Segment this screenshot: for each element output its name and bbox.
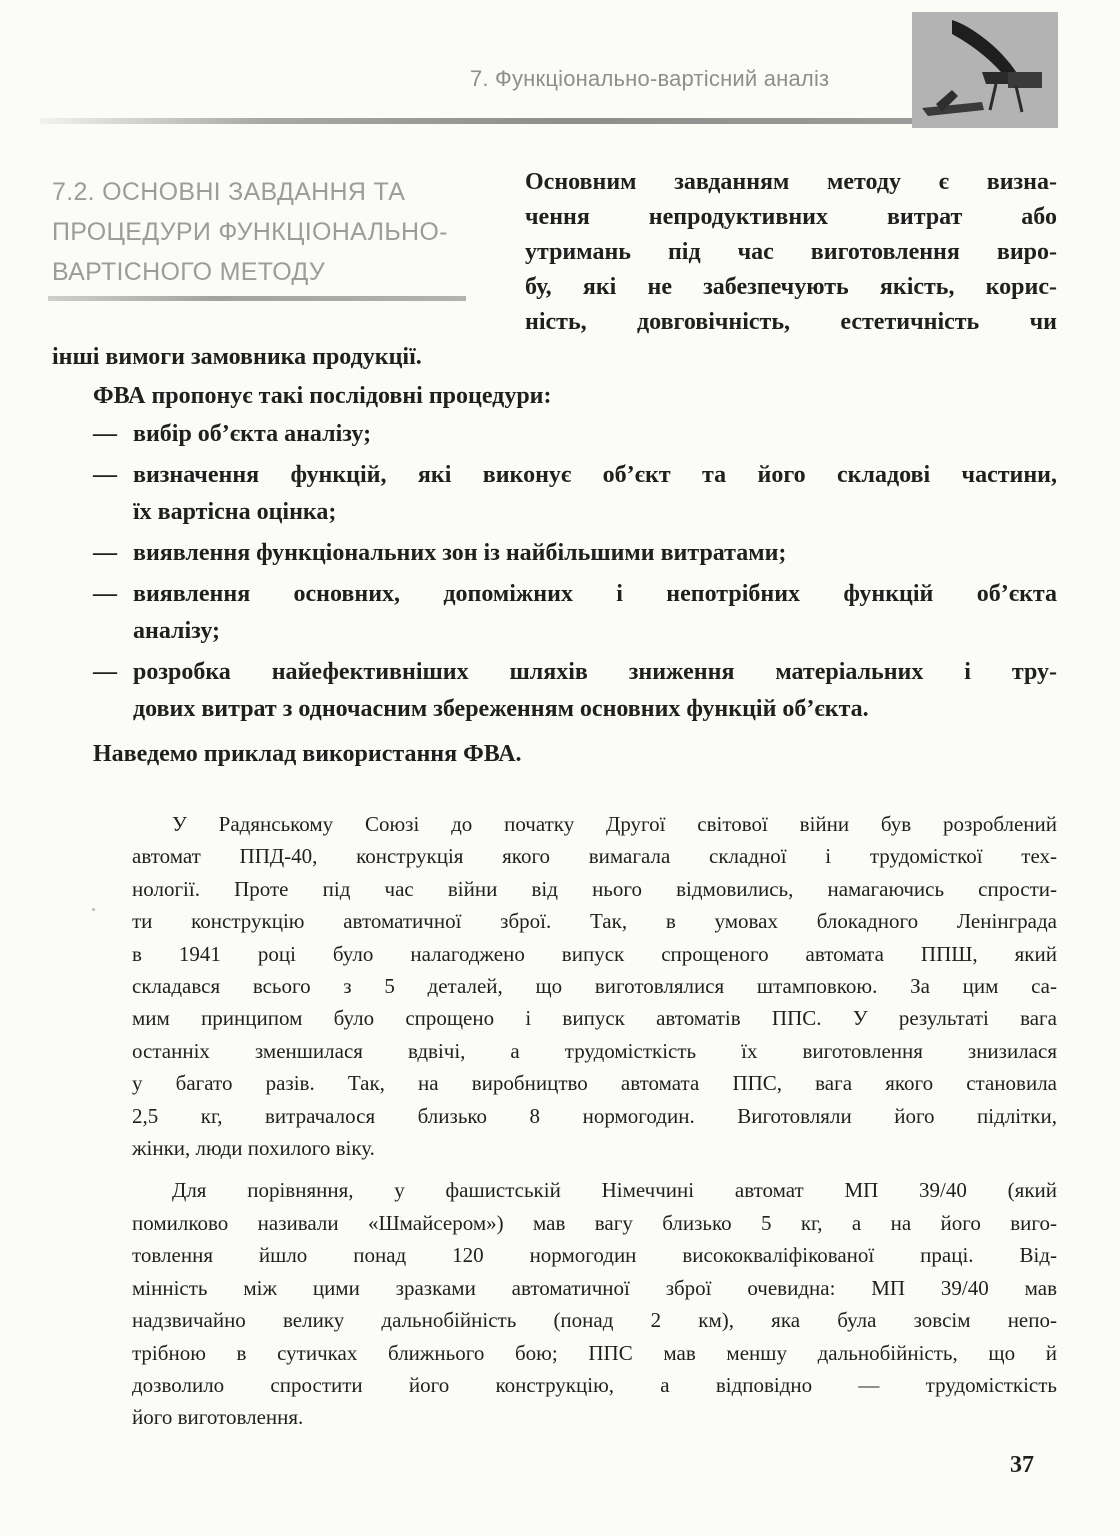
example-intro: Наведемо приклад використання ФВА. — [93, 741, 522, 767]
list-item-line: виявлення основних, допоміжних і непотрібних функцій об’єкта — [133, 581, 1057, 607]
example-line: 2,5 кг, витрачалося близько 8 нормогодин. Виготовляли його підлітки, — [132, 1103, 1057, 1128]
example-line: у багато разів. Так, на виробництво автомата ППС, вага якого становила — [132, 1071, 1057, 1096]
page-number: 37 — [1010, 1452, 1034, 1478]
example-text-block — [132, 808, 1057, 1444]
example-line: його виготовлення. — [132, 1405, 304, 1430]
dash-bullet: — — [93, 659, 117, 685]
example-paragraph-1 — [132, 808, 1057, 1164]
header-rule — [40, 118, 920, 124]
list-item-line: їх вартісна оцінка; — [133, 499, 337, 525]
example-line: товлення йшло понад 120 нормогодин висококваліфікованої праці. Від- — [132, 1243, 1057, 1268]
example-line: ти конструкцію автоматичної зброї. Так, в умовах блокадного Ленінграда — [132, 909, 1057, 934]
intro-continuation: інші вимоги замовника продукції. — [52, 344, 422, 370]
glider-illustration-icon — [912, 12, 1058, 128]
section-heading-line: ПРОЦЕДУРИ ФУНКЦІОНАЛЬНО- — [52, 218, 448, 246]
example-line: мим принципом було спрощено і випуск автоматів ППС. У результаті вага — [132, 1006, 1057, 1031]
list-item — [93, 654, 1057, 728]
dash-bullet: — — [93, 462, 117, 488]
example-line: жінки, люди похилого віку. — [132, 1136, 375, 1161]
intro-line: Основним завданням методу є визна- — [525, 169, 1057, 195]
section-heading-line: ВАРТІСНОГО МЕТОДУ — [52, 258, 326, 286]
scan-artifact-dot — [92, 908, 95, 911]
dash-bullet: — — [93, 421, 117, 447]
example-line: дозволило спростити його конструкцію, а відповідно — трудомісткість — [132, 1372, 1057, 1397]
list-item — [93, 535, 1057, 572]
example-line: помилково називали «Шмайсером») мав вагу близько 5 кг, а на його виго- — [132, 1210, 1057, 1235]
list-item — [93, 457, 1057, 531]
example-paragraph-2 — [132, 1174, 1057, 1433]
list-item-line: дових витрат з одночасним збереженням основних функцій об’єкта. — [133, 696, 869, 722]
dash-bullet: — — [93, 581, 117, 607]
example-line: автомат ППД-40, конструкція якого вимагала складної і трудомісткої тех- — [132, 844, 1057, 869]
section-heading-line: 7.2. ОСНОВНІ ЗАВДАННЯ ТА — [52, 178, 406, 206]
example-line: в 1941 році було налагоджено випуск спрощеного автомата ППШ, який — [132, 941, 1057, 966]
example-line: трібною в сутичках ближнього бою; ППС мав меншу дальнобійність, що й — [132, 1340, 1057, 1365]
dash-bullet: — — [93, 540, 117, 566]
running-header-title: 7. Функціонально-вартісний аналіз — [470, 66, 830, 91]
example-line: нології. Проте під час війни від нього відмовились, намагаючись спрости- — [132, 876, 1057, 901]
list-item-line: визначення функцій, які виконує об’єкт та його складові частини, — [133, 462, 1057, 488]
section-heading — [52, 172, 482, 292]
list-item-line: аналізу; — [133, 618, 220, 644]
intro-line: бу, які не забезпечують якість, корис- — [525, 274, 1057, 300]
example-line: надзвичайно велику дальнобійність (понад 2 км), яка була зовсім непо- — [132, 1308, 1057, 1333]
example-line: У Радянському Союзі до початку Другої світової війни був розроблений — [172, 812, 1057, 836]
intro-paragraph — [525, 165, 1057, 340]
example-line: останніх зменшилася вдвічі, а трудомісткість їх виготовлення знизилася — [132, 1038, 1057, 1063]
intro-line: утримань під час виготовлення виро- — [525, 239, 1057, 265]
list-item-line: розробка найефективніших шляхів зниження матеріальних і тру- — [133, 659, 1057, 685]
heading-rule — [48, 296, 466, 301]
list-item — [93, 576, 1057, 650]
example-line: мінність між цими зразками автоматичної зброї очевидна: МП 39/40 мав — [132, 1275, 1057, 1300]
list-item-line: вибір об’єкта аналізу; — [133, 421, 372, 447]
glider-icon — [912, 12, 1058, 128]
list-item-line: виявлення функціональних зон із найбільшими витратами; — [133, 540, 787, 566]
example-line: складався всього з 5 деталей, що виготовлялися штамповкою. За цим са- — [132, 974, 1057, 999]
intro-line: ність, довговічність, естетичність чи — [525, 309, 1057, 335]
procedures-intro: ФВА пропонує такі послідовні процедури: — [93, 383, 552, 409]
intro-line: чення непродуктивних витрат або — [525, 204, 1057, 230]
procedures-list — [93, 416, 1057, 732]
example-line: Для порівняння, у фашистській Німеччині автомат МП 39/40 (який — [172, 1178, 1057, 1203]
list-item — [93, 416, 1057, 453]
